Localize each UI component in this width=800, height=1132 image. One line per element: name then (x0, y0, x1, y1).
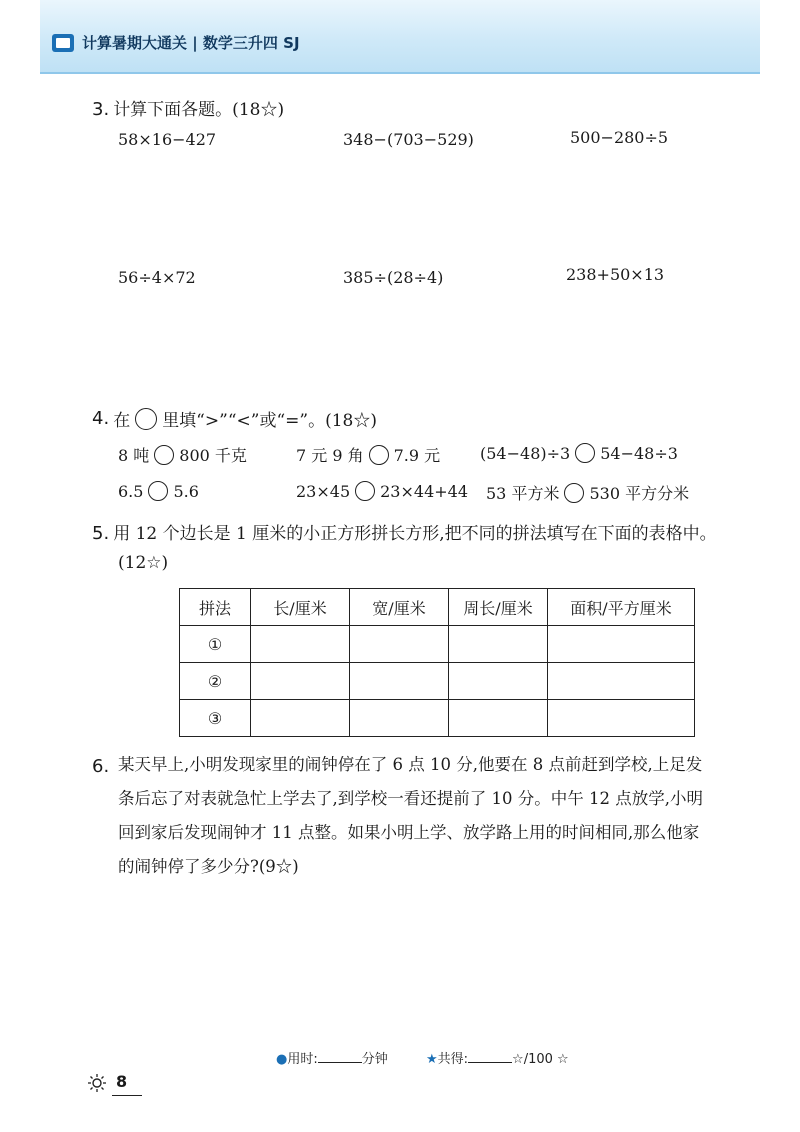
book-icon (52, 34, 74, 52)
answer-circle[interactable] (355, 481, 375, 501)
time-label: 用时: (287, 1052, 318, 1067)
q5-number: 5. (92, 523, 110, 544)
q4-title-pre: 在 (113, 411, 131, 431)
q6-number-wrap (92, 756, 113, 777)
table-cell[interactable] (350, 663, 449, 700)
score-blank[interactable] (468, 1050, 512, 1063)
table-row-label: ① (180, 626, 251, 663)
table-header-cell: 拼法 (180, 589, 251, 626)
answer-circle[interactable] (575, 443, 595, 463)
q4-item-6-right: 530 平方分米 (589, 484, 690, 503)
answer-circle[interactable] (564, 483, 584, 503)
q4-item-3-right: 54−48÷3 (600, 443, 678, 463)
q4-item-2-right: 7.9 元 (393, 446, 441, 465)
q3-expr-5: 385÷(28÷4) (343, 268, 444, 287)
q4-item-4 (118, 481, 199, 501)
q3-title: 计算下面各题。(18☆) (113, 100, 285, 120)
table-row (180, 663, 695, 700)
q4-item-6-left: 53 平方米 (486, 484, 560, 503)
q4-item-3 (480, 443, 678, 463)
table-header-row (180, 589, 695, 626)
q5-title: 用 12 个边长是 1 厘米的小正方形拼长方形,把不同的拼法填写在下面的表格中。 (113, 524, 717, 544)
q4-item-5-right: 23×44+44 (380, 481, 469, 501)
q3-expr-2: 348−(703−529) (343, 130, 474, 149)
q6-line-3: 回到家后发现闹钟才 11 点整。如果小明上学、放学路上用的时间相同,那么他家 (118, 823, 700, 842)
score-total-text: ☆/100 ☆ (512, 1052, 569, 1067)
table-row (180, 700, 695, 737)
q6-line-1: 某天早上,小明发现家里的闹钟停在了 6 点 10 分,他要在 8 点前赶到学校,上足发 (118, 755, 703, 774)
q6-line-2: 条后忘了对表就急忙上学去了,到学校一看还提前了 10 分。中午 12 点放学,小明 (118, 789, 703, 808)
header-title: 计算暑期大通关 | 数学三升四 SJ (82, 34, 300, 52)
q4-item-4-left: 6.5 (118, 481, 144, 501)
time-unit: 分钟 (361, 1052, 388, 1067)
table-cell[interactable] (350, 700, 449, 737)
q5-heading (92, 519, 717, 544)
table-row-label: ② (180, 663, 251, 700)
q4-item-2-left: 7 元 9 角 (296, 446, 364, 465)
answer-circle[interactable] (154, 445, 174, 465)
q4-number: 4. (92, 408, 110, 429)
q3-expr-1: 58×16−427 (118, 130, 217, 149)
q4-heading (92, 406, 377, 431)
table-cell[interactable] (548, 700, 695, 737)
page-number: 8 (116, 1072, 128, 1091)
compare-circle-icon (135, 408, 157, 430)
answer-circle[interactable] (369, 445, 389, 465)
time-used (276, 1048, 388, 1067)
q4-title-post: 里填“>”“<”或“=”。(18☆) (162, 411, 377, 431)
table-cell[interactable] (548, 663, 695, 700)
table-cell[interactable] (350, 626, 449, 663)
table-header-cell: 长/厘米 (251, 589, 350, 626)
table-row-label: ③ (180, 700, 251, 737)
q4-item-2 (296, 443, 440, 466)
q4-item-6 (486, 481, 689, 504)
q3-expr-4: 56÷4×72 (118, 268, 196, 287)
score-label: 共得: (437, 1052, 469, 1067)
score-total (426, 1048, 569, 1067)
q3-number: 3. (92, 99, 110, 120)
table-header-cell: 周长/厘米 (449, 589, 548, 626)
q6-line-4: 的闹钟停了多少分?(9☆) (118, 857, 299, 876)
q5-answer-table (179, 588, 695, 737)
q4-item-3-left: (54−48)÷3 (480, 443, 571, 463)
table-cell[interactable] (251, 663, 350, 700)
q4-item-1-right: 800 千克 (179, 446, 247, 465)
table-row (180, 626, 695, 663)
table-cell[interactable] (548, 626, 695, 663)
q3-expr-3: 500−280÷5 (570, 128, 669, 147)
table-header-cell: 面积/平方厘米 (548, 589, 695, 626)
table-cell[interactable] (449, 626, 548, 663)
answer-circle[interactable] (148, 481, 168, 501)
q3-expr-6: 238+50×13 (566, 265, 665, 284)
table-cell[interactable] (251, 700, 350, 737)
table-cell[interactable] (449, 700, 548, 737)
q4-item-5 (296, 481, 468, 501)
q5-score: (12☆) (118, 553, 169, 573)
table-header-cell: 宽/厘米 (350, 589, 449, 626)
time-blank[interactable] (318, 1050, 362, 1063)
star-icon: ★ (426, 1052, 438, 1067)
clock-icon: ● (276, 1052, 288, 1067)
table-cell[interactable] (449, 663, 548, 700)
q4-item-1 (118, 443, 247, 466)
sun-icon (88, 1074, 106, 1092)
page-number-underline (112, 1095, 142, 1096)
q3-heading (92, 95, 284, 120)
table-cell[interactable] (251, 626, 350, 663)
q6-number: 6. (92, 756, 110, 777)
q4-item-5-left: 23×45 (296, 481, 351, 501)
q4-item-4-right: 5.6 (173, 481, 199, 501)
q4-item-1-left: 8 吨 (118, 446, 150, 465)
